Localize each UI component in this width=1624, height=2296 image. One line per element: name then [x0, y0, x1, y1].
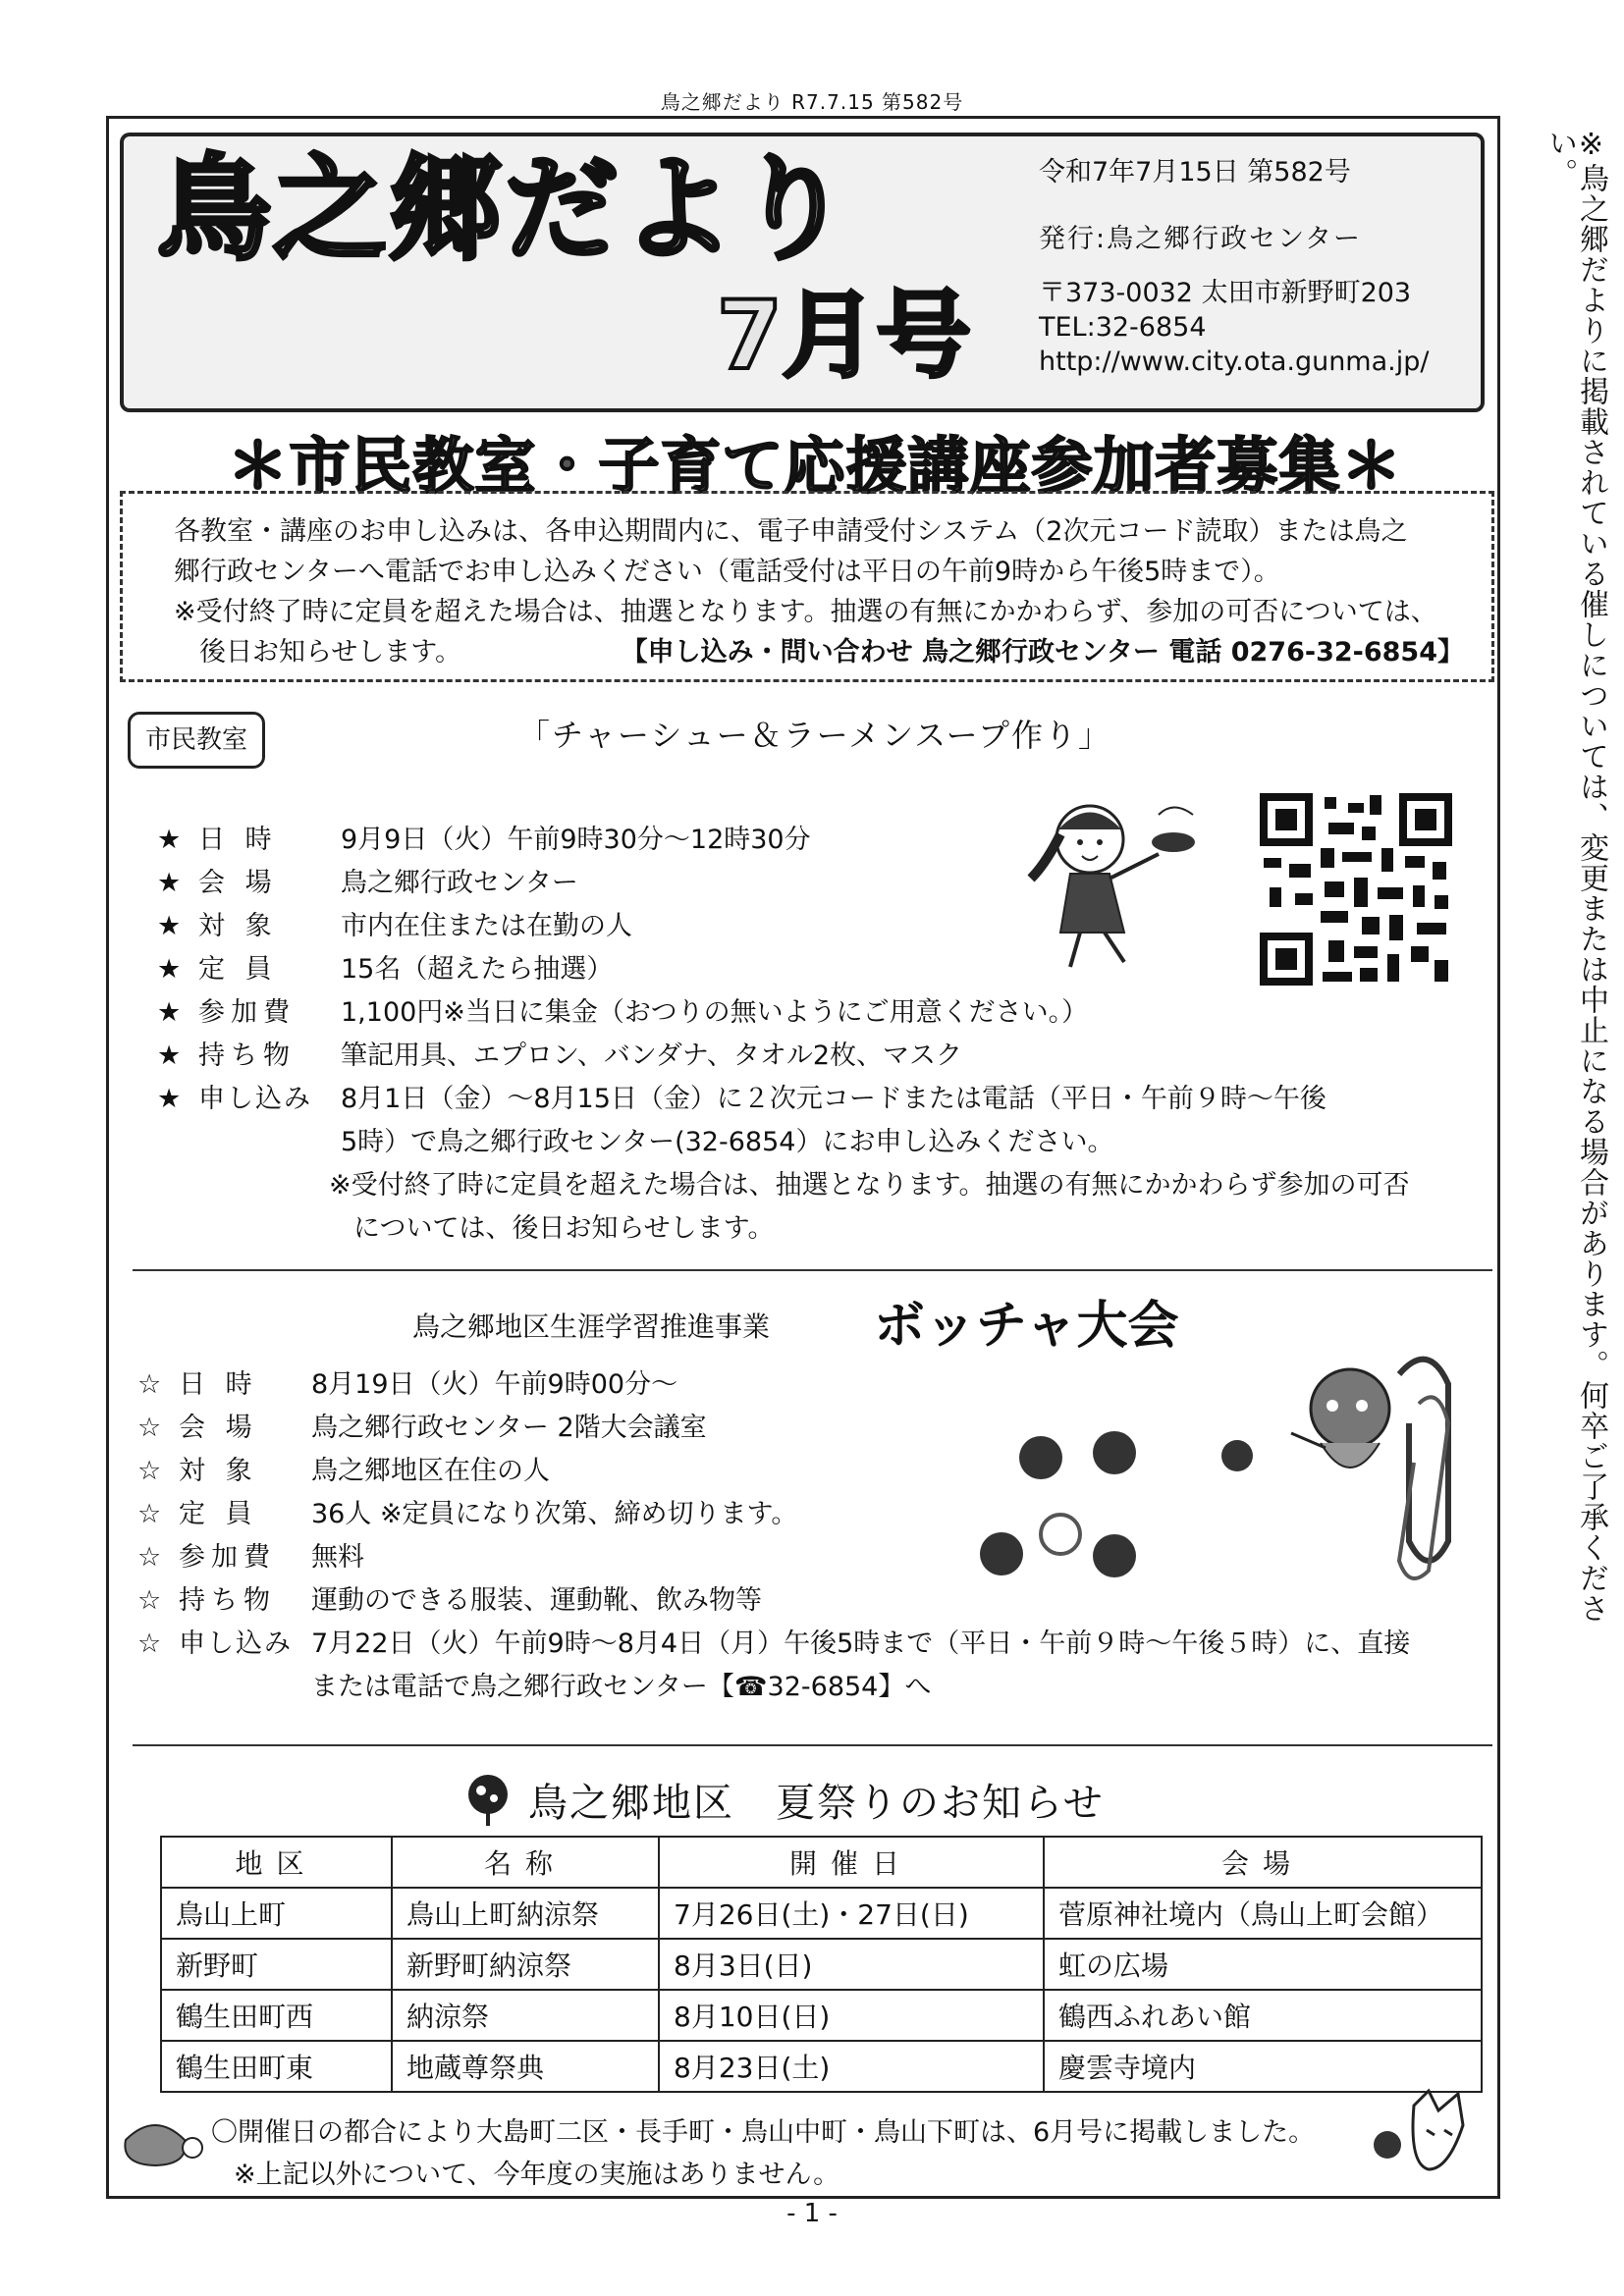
- event2-row-datetime: ☆ 日 時 8月19日（火）午前9時00分～: [137, 1369, 678, 1400]
- recruitment-banner: ＊市民教室・子育て応援講座参加者募集＊: [227, 430, 1403, 502]
- uchiwa-fan-icon: [461, 1773, 515, 1827]
- fox-mask-illustration: [1370, 2086, 1478, 2174]
- masthead-title: 鳥之郷だより: [157, 143, 852, 276]
- notice-contact: 【申し込み・問い合わせ 鳥之郷行政センター 電話 0276-32-6854】: [621, 637, 1464, 668]
- star-icon: ★: [157, 825, 182, 855]
- star-outline-icon: ☆: [137, 1456, 162, 1486]
- event2-subtitle: 鳥之郷地区生涯学習推進事業: [412, 1310, 771, 1343]
- column-header: 会場: [1044, 1837, 1482, 1888]
- star-outline-icon: ☆: [137, 1369, 162, 1400]
- festival-note: 〇開催日の都合により大島町二区・長手町・鳥山中町・鳥山下町は、6月号に掲載しました。: [211, 2117, 1316, 2148]
- table-row: [161, 1888, 1482, 1939]
- festival-note: ※上記以外について、今年度の実施はありません。: [234, 2160, 840, 2190]
- table-cell: 鶴生田町東: [161, 2041, 392, 2092]
- table-header-row: [161, 1837, 1482, 1888]
- festival-title: 鳥之郷地区 夏祭りのお知らせ: [528, 1781, 1105, 1826]
- table-cell: 菅原神社境内（鳥山上町会館）: [1044, 1888, 1482, 1939]
- star-outline-icon: ☆: [137, 1542, 162, 1573]
- notice-line: 後日お知らせします。 【申し込み・問い合わせ 鳥之郷行政センター 電話 0276-32-6854】: [174, 632, 1464, 672]
- qr-code[interactable]: [1260, 793, 1452, 986]
- table-cell: 8月3日(日): [659, 1939, 1044, 1990]
- running-head: 鳥之郷だより R7.7.15 第582号: [660, 90, 964, 114]
- star-outline-icon: ☆: [137, 1499, 162, 1529]
- event2-row-target: ☆ 対 象 鳥之郷地区在住の人: [137, 1456, 550, 1486]
- masthead-issue: 7月号: [717, 281, 971, 391]
- event1-row-target: ★ 対 象 市内在住または在勤の人: [157, 911, 632, 941]
- star-icon: ★: [157, 997, 182, 1028]
- table-cell: 虹の広場: [1044, 1939, 1482, 1990]
- table-cell: 8月10日(日): [659, 1990, 1044, 2041]
- table-cell: 鶴生田町西: [161, 1990, 392, 2041]
- notice-box: [120, 491, 1494, 682]
- event1-row-apply: ★ 申し込み 8月1日（金）～8月15日（金）に２次元コードまたは電話（平日・午前９時～午後: [157, 1084, 1326, 1114]
- star-outline-icon: ☆: [137, 1413, 162, 1443]
- star-outline-icon: ☆: [137, 1585, 162, 1616]
- star-icon: ★: [157, 868, 182, 898]
- table-cell: 地蔵尊祭典: [392, 2041, 659, 2092]
- event1-apply-note: については、後日お知らせします。: [353, 1213, 775, 1244]
- star-icon: ★: [157, 954, 182, 985]
- table-cell: 慶雲寺境内: [1044, 2041, 1482, 2092]
- column-header: 地区: [161, 1837, 392, 1888]
- notice-line: 各教室・講座のお申し込みは、各申込期間内に、電子申請受付システム（2次元コード読取）または鳥之: [174, 516, 1408, 547]
- page-number: - 1 -: [786, 2199, 838, 2228]
- table-row: [161, 1939, 1482, 1990]
- section-divider: [133, 1744, 1492, 1746]
- event2-row-fee: ☆ 参加費 無料: [137, 1542, 364, 1573]
- star-outline-icon: ☆: [137, 1629, 162, 1659]
- column-header: 開催日: [659, 1837, 1044, 1888]
- event1-title: 「チャーシュー＆ラーメンスープ作り」: [517, 717, 1111, 754]
- table-row: [161, 1990, 1482, 2041]
- festival-table: [160, 1836, 1483, 2093]
- table-cell: 7月26日(土)・27日(日): [659, 1888, 1044, 1939]
- section-divider: [133, 1269, 1492, 1271]
- star-icon: ★: [157, 1084, 182, 1114]
- event2-row-apply: ☆ 申し込み 7月22日（火）午前9時～8月4日（月）午後5時まで（平日・午前９時～午後５時）に、直接: [137, 1629, 1411, 1659]
- event1-apply-note: ※受付終了時に定員を超えた場合は、抽選となります。抽選の有無にかかわらず参加の可否: [329, 1170, 1410, 1201]
- event2-apply-cont: または電話で鳥之郷行政センター【☎32-6854】へ: [311, 1672, 932, 1702]
- event1-row-items: ★ 持ち物 筆記用具、エプロン、バンダナ、タオル2枚、マスク: [157, 1041, 963, 1071]
- side-note: ※鳥之郷だよりに掲載されている催しについては、変更または中止になる場合があります。何卒ご了承ください。: [1543, 128, 1608, 1624]
- masthead-publisher: 発行:鳥之郷行政センター: [1039, 224, 1363, 254]
- event1-row-venue: ★ 会 場 鳥之郷行政センター: [157, 868, 578, 898]
- table-cell: 鶴西ふれあい館: [1044, 1990, 1482, 2041]
- star-icon: ★: [157, 911, 182, 941]
- event1-category-label: 市民教室: [128, 712, 265, 769]
- masthead-date: 令和7年7月15日 第582号: [1039, 157, 1351, 187]
- event2-row-items: ☆ 持ち物 運動のできる服装、運動靴、飲み物等: [137, 1585, 762, 1616]
- table-cell: 8月23日(土): [659, 2041, 1044, 2092]
- table-cell: 鳥山上町納涼祭: [392, 1888, 659, 1939]
- masthead-tel: TEL:32-6854: [1039, 312, 1207, 343]
- star-icon: ★: [157, 1041, 182, 1071]
- table-cell: 鳥山上町: [161, 1888, 392, 1939]
- event2-title: ボッチャ大会: [874, 1297, 1179, 1356]
- table-cell: 新野町納涼祭: [392, 1939, 659, 1990]
- cooking-girl-illustration: [1011, 785, 1218, 972]
- event2-row-capacity: ☆ 定 員 36人 ※定員になり次第、締め切ります。: [137, 1499, 798, 1529]
- masthead-address: 〒373-0032 太田市新野町203: [1039, 278, 1412, 308]
- table-cell: 納涼祭: [392, 1990, 659, 2041]
- notice-line: 郷行政センターへ電話でお申し込みください（電話受付は平日の午前9時から午後5時まで）。: [174, 557, 1280, 588]
- event1-apply-cont: 5時）で鳥之郷行政センター(32-6854）にお申し込みください。: [341, 1127, 1114, 1157]
- boccia-illustration: [967, 1345, 1478, 1620]
- event1-row-datetime: ★ 日 時 9月9日（火）午前9時30分～12時30分: [157, 825, 811, 855]
- event2-row-venue: ☆ 会 場 鳥之郷行政センター 2階大会議室: [137, 1413, 707, 1443]
- table-row: [161, 2041, 1482, 2092]
- festival-bag-illustration: [116, 2101, 204, 2169]
- column-header: 名称: [392, 1837, 659, 1888]
- table-cell: 新野町: [161, 1939, 392, 1990]
- notice-line: ※受付終了時に定員を超えた場合は、抽選となります。抽選の有無にかかわらず、参加の可否については、: [174, 597, 1437, 628]
- event1-row-capacity: ★ 定 員 15名（超えたら抽選）: [157, 954, 614, 985]
- event1-row-fee: ★ 参加費 1,100円※当日に集金（おつりの無いようにご用意ください。）: [157, 997, 1089, 1028]
- masthead-url[interactable]: http://www.city.ota.gunma.jp/: [1039, 347, 1430, 377]
